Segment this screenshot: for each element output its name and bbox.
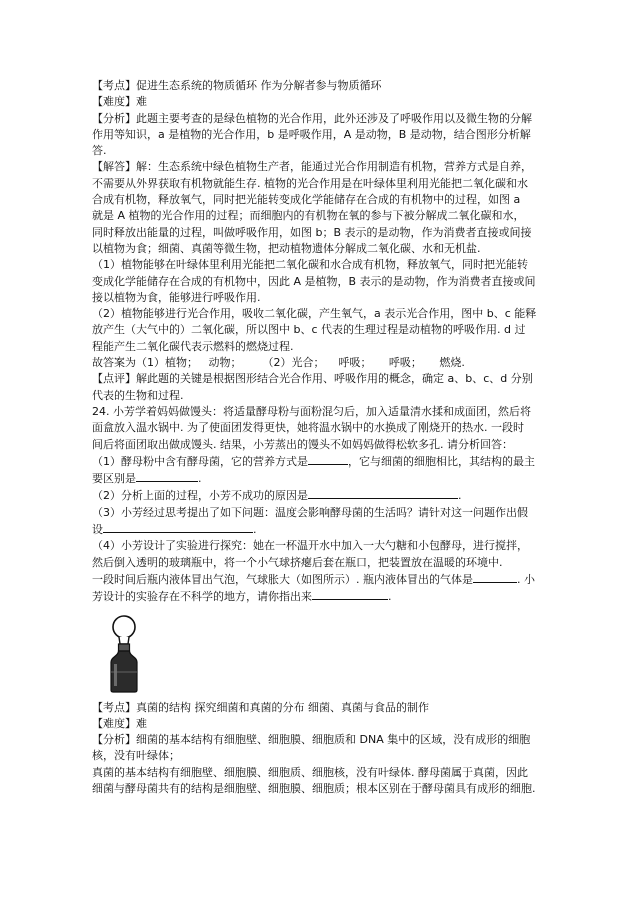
subquestion-4-cont: 然后倒入透明的玻璃瓶中，将一个小气球挤瘪后套在瓶口，把装置放在温暖的环境中. bbox=[92, 555, 503, 569]
text-line: 核，没有叶绿体； bbox=[92, 749, 180, 763]
text-line: 【分析】此题主要考查的是绿色植物的光合作用，此外还涉及了呼吸作用以及微生物的分解 bbox=[92, 111, 532, 125]
answer-blank bbox=[136, 470, 198, 482]
q3-text-b: 设 bbox=[92, 523, 103, 537]
answer-blank bbox=[308, 487, 458, 499]
subquestion-3-cont bbox=[92, 521, 550, 538]
answer-blank bbox=[473, 571, 517, 583]
text-line: 放产生（大气中的）二氧化碳，所以图中 b、c 代表的生理过程是动植物的呼吸作用. d 过 bbox=[92, 323, 526, 337]
document-page bbox=[92, 78, 550, 797]
subquestion-4-cont bbox=[92, 588, 550, 605]
text-line: 【分析】细菌的基本结构有细胞壁、细胞膜、细胞质和 DNA 集中的区域，没有成形的细胞 bbox=[92, 733, 531, 747]
text-line: （2）植物能够进行光合作用，吸收二氧化碳，产生氧气，a 表示光合作用，图中 b、c 能释 bbox=[92, 307, 537, 321]
text-line: 细菌与酵母菌共有的结构是细胞壁、细胞膜、细胞质；根本区别在于酵母菌具有成形的细胞. bbox=[92, 781, 536, 795]
question-intro-line: 24. 小芳学着妈妈做馒头：将适量酵母粉与面粉混匀后，加入适量清水揉和成面团，然后将 bbox=[92, 404, 531, 418]
text-line: 【考点】真菌的结构 探究细菌和真菌的分布 细菌、真菌与食品的制作 bbox=[92, 700, 429, 714]
answer-block-24 bbox=[92, 700, 550, 798]
subquestion-4: （4）小芳设计了实验进行探究：她在一杯温开水中加入一大勺糖和小包酵母，进行搅拌， bbox=[92, 539, 528, 553]
text-line: 以植物为食；细菌、真菌等微生物，把动植物遗体分解成二氧化碳、水和无机盐. bbox=[92, 241, 481, 255]
text-line: 真菌的基本结构有细胞壁、细胞膜、细胞质、细胞核，没有叶绿体. 酵母菌属于真菌，因此 bbox=[92, 765, 528, 779]
text-line: 【考点】促进生态系统的物质循环 作为分解者参与物质循环 bbox=[92, 79, 382, 92]
q1-text-b: ，它与细菌的细胞相比，其结构的最主 bbox=[348, 454, 535, 468]
q4-text-e: 芳设计的实验存在不科学的地方，请你指出来 bbox=[92, 590, 312, 604]
text-line: 就是 A 植物的光合作用的过程；而细胞内的有机物在氧的参与下被分解成二氧化碳和水， bbox=[92, 209, 525, 223]
balloon-bottle-drawing bbox=[102, 614, 152, 694]
q3-text-c: . bbox=[253, 523, 257, 537]
subquestion-3: （3）小芳经过思考提出了如下问题：温度会影响酵母菌的生活吗？请针对这一问题作出假 bbox=[92, 505, 528, 519]
text-line: （1）植物能够在叶绿体里利用光能把二氧化碳和水合成有机物，释放氧气，同时把光能转 bbox=[92, 258, 528, 272]
q4-text-d: . 小 bbox=[517, 572, 535, 586]
text-line: 同时释放出能量的过程，叫做呼吸作用，如图 b；B 表示的是动物，作为消费者直接或间接 bbox=[92, 225, 532, 239]
text-line: 合成有机物，释放氧气，同时把光能转变成化学能储存在合成的有机物中的过程，如图 a bbox=[92, 193, 521, 207]
q1-text-c: 要区别是 bbox=[92, 472, 136, 486]
question-intro-line: 间后将面团取出做成馒头. 结果，小芳蒸出的馒头不如妈妈做得松软多孔. 请分析回答： bbox=[92, 437, 513, 451]
question-intro-line: 面盒放入温水锅中. 为了使面团发得更快，她将温水锅中的水换成了刚烧开的热水. 一段时 bbox=[92, 421, 524, 435]
text-line: 程能产生二氧化碳代表示燃料的燃烧过程. bbox=[92, 339, 294, 353]
text-line: 【难度】难 bbox=[92, 95, 147, 109]
subquestion-4-cont bbox=[92, 571, 550, 588]
subquestion-1-cont bbox=[92, 470, 550, 487]
q2-text-b: . bbox=[458, 489, 462, 503]
text-line: 不需要从外界获取有机物就能生存. 植物的光合作用是在叶绿体里利用光能把二氧化碳和水 bbox=[92, 176, 528, 190]
text-line: 接以植物为食，能够进行呼吸作用. bbox=[92, 290, 261, 304]
text-line: 【解答】解：生态系统中绿色植物生产者，能通过光合作用制造有机物，营养方式是自养， bbox=[92, 160, 532, 174]
text-line: 【点评】解此题的关键是根据图形结合光合作用、呼吸作用的概念，确定 a、b、c、d 分别 bbox=[92, 372, 533, 386]
text-line: 变成化学能储存在合成的有机物中，因此 A 是植物，B 表示的是动物，作为消费者直接或间 bbox=[92, 274, 536, 288]
question-24 bbox=[92, 404, 550, 606]
answer-block-23 bbox=[92, 78, 550, 404]
text-line: 代表的生物和过程. bbox=[92, 388, 184, 402]
balloon-bottle-figure bbox=[102, 614, 152, 694]
answer-blank bbox=[308, 453, 348, 465]
q4-text-c: 一段时间后瓶内液体冒出气泡，气球胀大（如图所示）. 瓶内液体冒出的气体是 bbox=[92, 572, 473, 586]
q4-text-f: . bbox=[388, 590, 392, 604]
subquestion-2 bbox=[92, 487, 550, 504]
q1-text-d: . bbox=[198, 472, 202, 486]
text-line: 答. bbox=[92, 144, 107, 158]
q1-text-a: （1）酵母粉中含有酵母菌，它的营养方式是 bbox=[92, 454, 308, 468]
answer-blank bbox=[312, 588, 388, 600]
text-line: 【难度】难 bbox=[92, 716, 147, 730]
q2-text-a: （2）分析上面的过程，小芳不成功的原因是 bbox=[92, 489, 308, 503]
answer-blank bbox=[103, 521, 253, 533]
text-line: 作用等知识，a 是植物的光合作用，b 是呼吸作用，A 是动物，B 是动物，结合图形分析解 bbox=[92, 127, 531, 141]
subquestion-1 bbox=[92, 453, 550, 470]
answer-summary: 故答案为（1）植物； 动物； （2）光合； 呼吸； 呼吸； 燃烧. bbox=[92, 356, 465, 370]
